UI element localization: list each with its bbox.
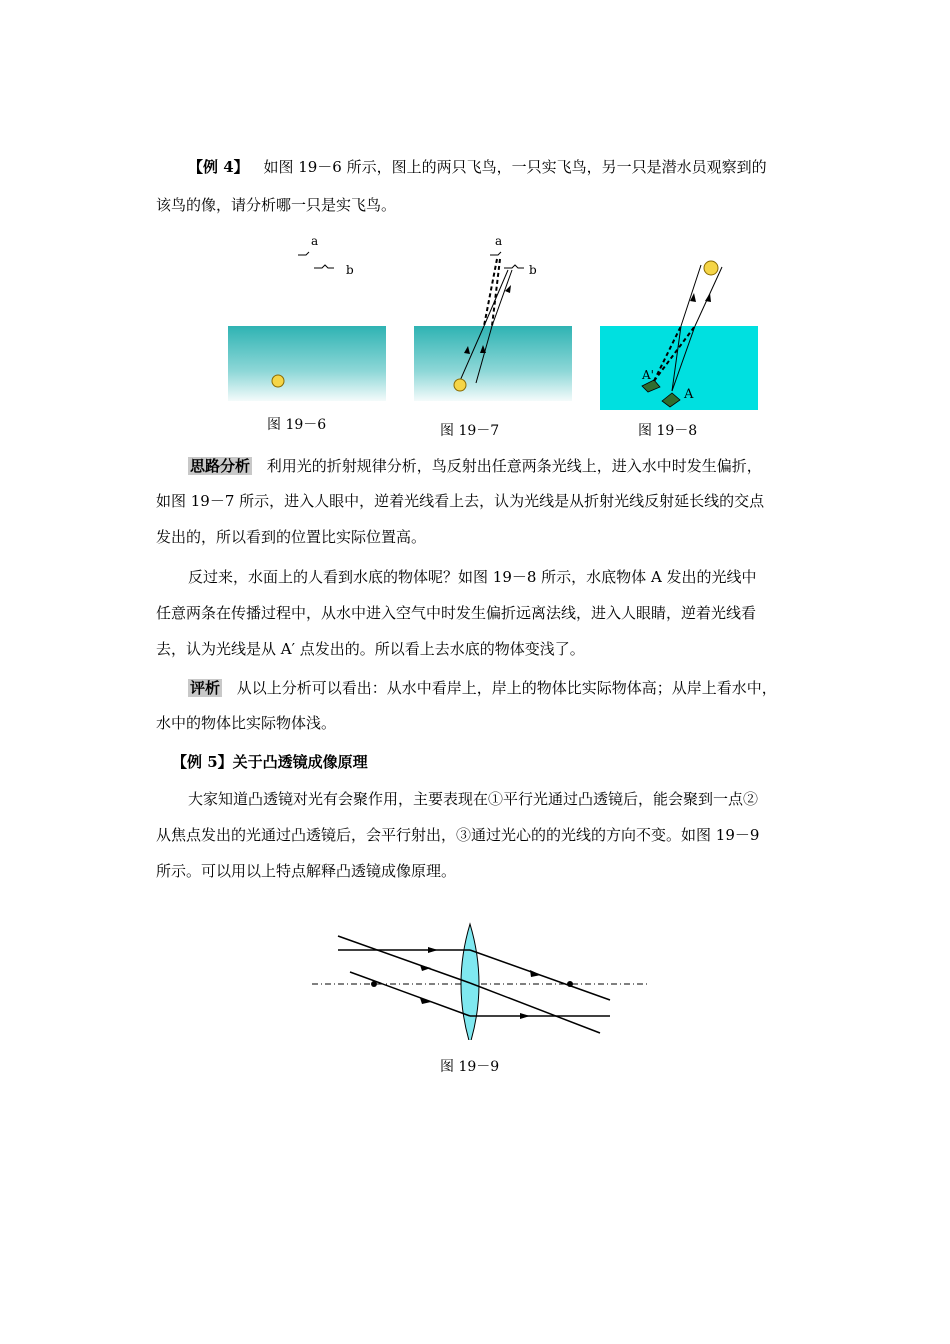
arrow-icon <box>705 293 711 302</box>
arrow-icon <box>428 947 438 953</box>
observer-face-icon <box>704 261 718 275</box>
water-region <box>414 326 572 401</box>
fig7-caption: 图 19－7 <box>440 423 500 439</box>
focal-point-left <box>371 981 377 987</box>
focal-point-right <box>567 981 573 987</box>
convex-lens <box>461 924 479 1040</box>
analysis-text2: 如图 19－7 所示，进入人眼中，逆着光线看上去，认为光线是从折射光线反射延长线的交点 <box>156 492 765 510</box>
analysis-tag: 思路分析 <box>190 457 251 475</box>
bird-b <box>504 265 524 268</box>
figure-19-8 <box>598 253 760 413</box>
bird-b <box>314 265 334 268</box>
example4-line1 <box>188 157 820 177</box>
analysis-line1 <box>188 456 820 476</box>
reverse-text2: 任意两条在传播过程中，从水中进入空气中时发生偏折远离法线，进入人眼睛，逆着光线看 <box>156 604 757 622</box>
example5-text2: 从焦点发出的光通过凸透镜后，会平行射出，③通过光心的的光线的方向不变。如图 19－9 <box>156 826 760 844</box>
reverse-text3: 去，认为光线是从 A′ 点发出的。所以看上去水底的物体变浅了。 <box>156 640 585 658</box>
comment-text2: 水中的物体比实际物体浅。 <box>156 714 337 732</box>
ray-center <box>338 936 470 983</box>
comment-tag: 评析 <box>190 679 221 697</box>
arrow-icon <box>520 1013 530 1019</box>
label-b: b <box>346 263 354 277</box>
ray-1 <box>484 270 508 326</box>
example4-tag: 【例 4】 <box>188 158 249 176</box>
reverse-text1: 反过来，水面上的人看到水底的物体呢？如图 19－8 所示，水底物体 A 发出的光线中 <box>188 568 757 586</box>
label-A: A <box>684 387 694 402</box>
example4-text2: 该鸟的像，请分析哪一只是实飞鸟。 <box>156 196 397 214</box>
ray-focal <box>350 972 470 1016</box>
ray-2 <box>492 270 512 326</box>
example5-text1: 大家知道凸透镜对光有会聚作用，主要表现在①平行光通过凸透镜后，能会聚到一点② <box>188 790 759 808</box>
label-a: a <box>495 234 503 248</box>
diver-face-icon <box>272 375 284 387</box>
label-b: b <box>529 263 537 277</box>
diver-face-icon <box>454 379 466 391</box>
arrow-icon <box>530 970 541 977</box>
figure-19-7 <box>412 233 574 413</box>
analysis-text1: 利用光的折射规律分析，鸟反射出任意两条光线上，进入水中时发生偏折， <box>266 457 762 475</box>
analysis-text3: 发出的，所以看到的位置比实际位置高。 <box>156 528 427 546</box>
air-ray-1 <box>681 265 701 326</box>
ray-center-out <box>470 983 600 1033</box>
water-region <box>228 326 386 401</box>
fig9-caption: 图 19－9 <box>440 1059 500 1075</box>
example5-title: 【例 5】关于凸透镜成像原理 <box>172 753 368 771</box>
bird-a <box>298 252 309 255</box>
fig6-caption: 图 19－6 <box>267 417 327 433</box>
bird-a <box>490 252 501 255</box>
label-A-prime: A' <box>642 368 654 382</box>
figure-19-9 <box>310 920 650 1040</box>
extension-1 <box>484 259 497 326</box>
comment-line1 <box>188 678 820 698</box>
example5-text3: 所示。可以用以上特点解释凸透镜成像原理。 <box>156 862 457 880</box>
example4-text1: 如图 19－6 所示，图上的两只飞鸟，一只实飞鸟，另一只是潜水员观察到的 <box>263 158 767 176</box>
arrow-icon <box>420 965 431 971</box>
figure-19-6 <box>226 233 388 413</box>
fig8-caption: 图 19－8 <box>638 423 698 439</box>
label-a: a <box>311 234 319 248</box>
comment-text1: 从以上分析可以看出：从水中看岸上，岸上的物体比实际物体高；从岸上看水中， <box>236 679 777 697</box>
